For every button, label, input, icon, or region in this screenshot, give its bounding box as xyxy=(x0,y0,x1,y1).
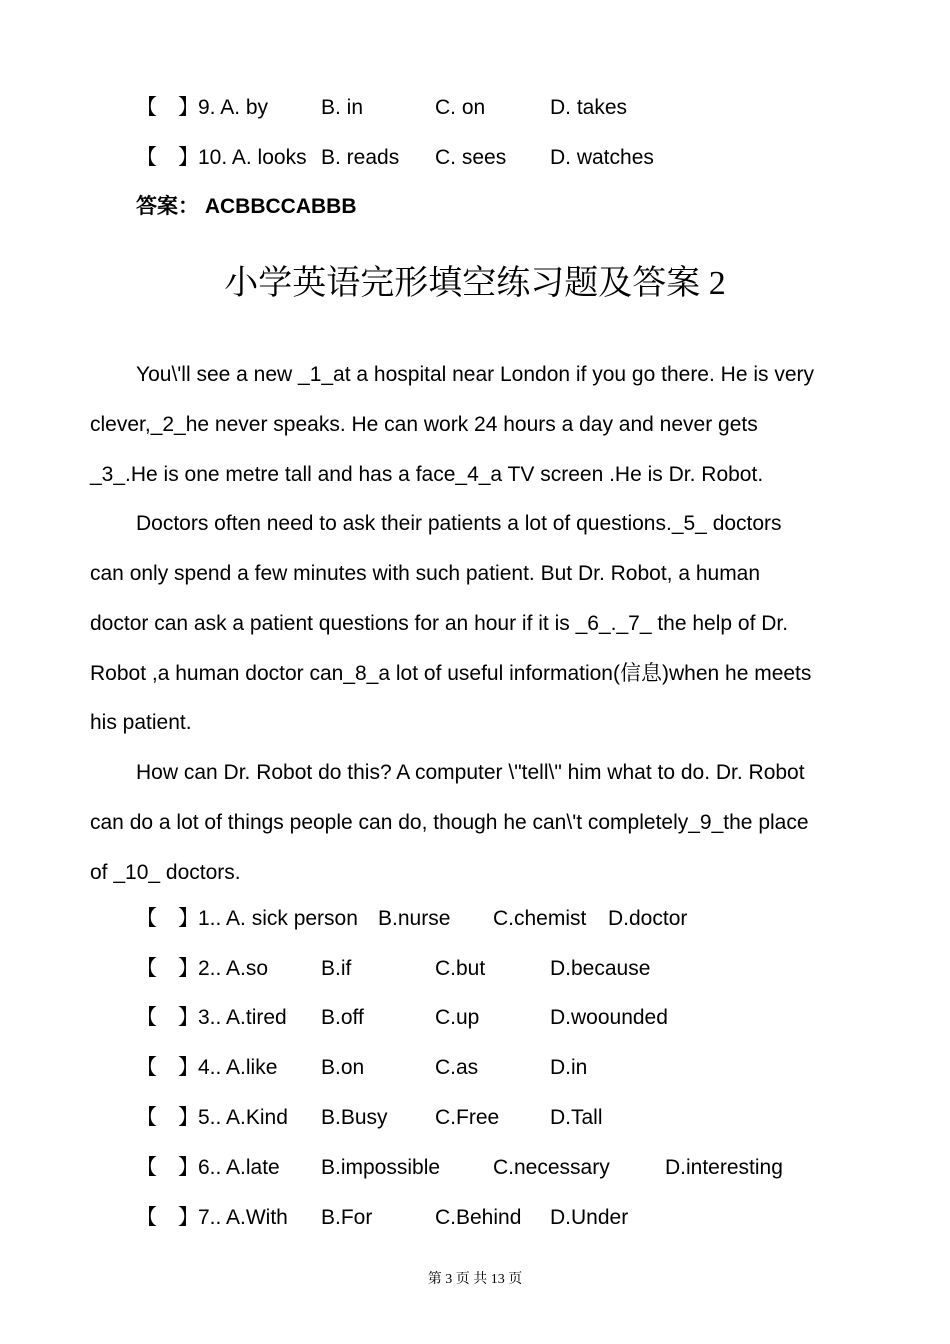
passage-line: of _10_ doctors. xyxy=(90,861,241,884)
option-d: D.in xyxy=(550,1056,588,1079)
question-number-option-a: 1.. A. sick person xyxy=(198,907,358,930)
option-b: B. reads xyxy=(321,146,400,169)
option-c: C. on xyxy=(435,96,486,119)
option-b: B.For xyxy=(321,1206,373,1229)
question-number-option-a: 10. A. looks xyxy=(198,146,307,169)
page-number-footer: 第 3 页 共 13 页 xyxy=(427,1272,523,1287)
passage-line: can only spend a few minutes with such patient. But Dr. Robot, a human xyxy=(90,562,761,585)
question-number-option-a: 7.. A.With xyxy=(198,1206,288,1229)
answer-bracket: 【 】 xyxy=(136,1206,199,1229)
option-b: B.off xyxy=(321,1006,364,1029)
question-number-option-a: 5.. A.Kind xyxy=(198,1106,288,1129)
answer-key: 答案： ACBBCCABBB xyxy=(136,195,357,218)
option-b: B.Busy xyxy=(321,1106,388,1129)
passage-line: Doctors often need to ask their patients a lot of questions._5_ doctors xyxy=(136,512,782,535)
passage-line: How can Dr. Robot do this? A computer \"tell\" him what to do. Dr. Robot xyxy=(136,761,805,784)
option-b: B.impossible xyxy=(321,1156,441,1179)
option-d: D.doctor xyxy=(608,907,688,930)
section-title: 小学英语完形填空练习题及答案 2 xyxy=(224,265,726,302)
answer-bracket: 【 】 xyxy=(136,1006,199,1029)
question-number-option-a: 6.. A.late xyxy=(198,1156,280,1179)
option-d: D. takes xyxy=(550,96,628,119)
option-b: B. in xyxy=(321,96,364,119)
question-number-option-a: 4.. A.like xyxy=(198,1056,278,1079)
passage-line: _3_.He is one metre tall and has a face_4_a TV screen .He is Dr. Robot. xyxy=(90,463,764,486)
passage-line: You\'ll see a new _1_at a hospital near London if you go there. He is very xyxy=(136,363,815,386)
option-d: D.interesting xyxy=(665,1156,783,1179)
option-d: D. watches xyxy=(550,146,654,169)
answer-bracket: 【 】 xyxy=(136,146,199,169)
answer-bracket: 【 】 xyxy=(136,1106,199,1129)
option-c: C.but xyxy=(435,957,486,980)
option-c: C.necessary xyxy=(493,1156,610,1179)
option-c: C.up xyxy=(435,1006,480,1029)
option-c: C.Free xyxy=(435,1106,500,1129)
passage-line: can do a lot of things people can do, though he can\'t completely_9_the place xyxy=(90,811,809,834)
option-c: C.chemist xyxy=(493,907,587,930)
option-c: C.as xyxy=(435,1056,479,1079)
passage-line: Robot ,a human doctor can_8_a lot of useful information(信息)when he meets xyxy=(90,662,812,685)
answer-bracket: 【 】 xyxy=(136,96,199,119)
question-number-option-a: 3.. A.tired xyxy=(198,1006,287,1029)
question-number-option-a: 2.. A.so xyxy=(198,957,269,980)
option-d: D.because xyxy=(550,957,651,980)
answer-bracket: 【 】 xyxy=(136,1056,199,1079)
option-b: B.nurse xyxy=(378,907,451,930)
answer-bracket: 【 】 xyxy=(136,907,199,930)
option-d: D.woounded xyxy=(550,1006,668,1029)
passage-line: clever,_2_he never speaks. He can work 24 hours a day and never gets xyxy=(90,413,758,436)
passage-line: his patient. xyxy=(90,711,192,734)
option-c: C. sees xyxy=(435,146,507,169)
passage-line: doctor can ask a patient questions for an hour if it is _6_._7_ the help of Dr. xyxy=(90,612,789,635)
option-d: D.Under xyxy=(550,1206,629,1229)
option-b: B.if xyxy=(321,957,352,980)
option-b: B.on xyxy=(321,1056,365,1079)
answer-bracket: 【 】 xyxy=(136,957,199,980)
answer-bracket: 【 】 xyxy=(136,1156,199,1179)
option-d: D.Tall xyxy=(550,1106,603,1129)
question-number-option-a: 9. A. by xyxy=(198,96,269,119)
option-c: C.Behind xyxy=(435,1206,522,1229)
